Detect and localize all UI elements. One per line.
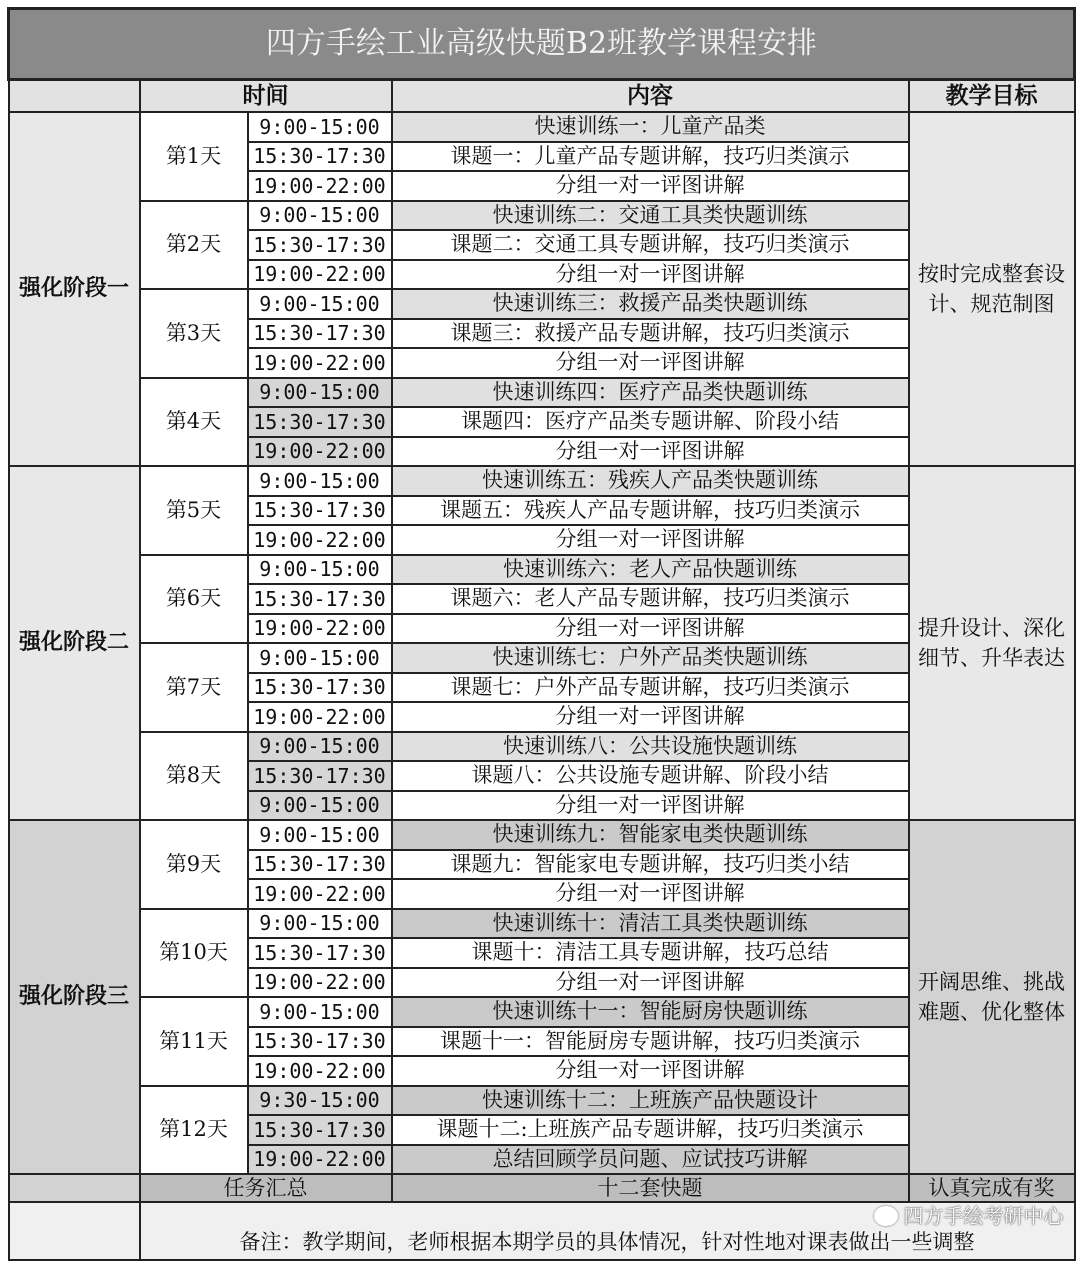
header-goal: 教学目标 [909,80,1075,113]
time-slot: 9:00-15:00 [248,909,392,939]
time-slot: 9:00-15:00 [248,732,392,762]
content-cell: 总结回顾学员问题、应试技巧讲解 [392,1145,909,1175]
header-stage [9,80,140,113]
content-cell: 分组一对一评图讲解 [392,968,909,998]
content-cell: 课题三：救援产品专题讲解，技巧归类演示 [392,319,909,349]
time-slot: 9:00-15:00 [248,289,392,319]
summary-goal: 认真完成有奖 [909,1174,1075,1202]
time-slot: 15:30-17:30 [248,1115,392,1145]
time-slot: 15:30-17:30 [248,496,392,526]
time-slot: 9:00-15:00 [248,643,392,673]
time-slot: 19:00-22:00 [248,348,392,378]
content-cell: 快速训练十一：智能厨房快题训练 [392,997,909,1027]
content-cell: 快速训练三：救援产品类快题训练 [392,289,909,319]
stage-label: 强化阶段三 [9,820,140,1174]
day-label: 第10天 [140,909,248,998]
content-cell: 分组一对一评图讲解 [392,702,909,732]
time-slot: 19:00-22:00 [248,260,392,290]
time-slot: 9:00-15:00 [248,201,392,231]
content-cell: 分组一对一评图讲解 [392,879,909,909]
time-slot: 9:00-15:00 [248,791,392,821]
table-row [9,112,1075,142]
time-slot: 9:00-15:00 [248,112,392,142]
time-slot: 15:30-17:30 [248,407,392,437]
content-cell: 快速训练七：户外产品类快题训练 [392,643,909,673]
time-slot: 19:00-22:00 [248,968,392,998]
course-schedule-table [7,7,1076,1261]
stage-label: 强化阶段二 [9,466,140,820]
content-cell: 快速训练二：交通工具类快题训练 [392,201,909,231]
summary-content: 十二套快题 [392,1174,909,1202]
time-slot: 15:30-17:30 [248,938,392,968]
content-cell: 分组一对一评图讲解 [392,1056,909,1086]
content-cell: 课题二：交通工具专题讲解，技巧归类演示 [392,230,909,260]
summary-label: 任务汇总 [140,1174,392,1202]
time-slot: 15:30-17:30 [248,673,392,703]
content-cell: 课题十一：智能厨房专题讲解，技巧归类演示 [392,1027,909,1057]
content-cell: 分组一对一评图讲解 [392,437,909,467]
teaching-goal: 开阔思维、挑战难题、优化整体 [909,820,1075,1174]
header-time: 时间 [140,80,392,113]
content-cell: 快速训练九：智能家电类快题训练 [392,820,909,850]
wechat-icon [874,1206,898,1226]
content-cell: 分组一对一评图讲解 [392,260,909,290]
content-cell: 课题六：老人产品专题讲解，技巧归类演示 [392,584,909,614]
time-slot: 15:30-17:30 [248,761,392,791]
content-cell: 课题九：智能家电专题讲解，技巧归类小结 [392,850,909,880]
time-slot: 19:00-22:00 [248,437,392,467]
day-label: 第11天 [140,997,248,1086]
note-cell [140,1202,1075,1260]
watermark-logo [874,1205,1064,1227]
time-slot: 15:30-17:30 [248,584,392,614]
day-label: 第2天 [140,201,248,290]
teaching-goal: 提升设计、深化细节、升华表达 [909,466,1075,820]
time-slot: 9:30-15:00 [248,1086,392,1116]
content-cell: 课题十二:上班族产品专题讲解，技巧归类演示 [392,1115,909,1145]
note-text: 备注：教学期间，老师根据本期学员的具体情况，针对性地对课表做出一些调整 [239,1230,975,1254]
content-cell: 分组一对一评图讲解 [392,348,909,378]
time-slot: 15:30-17:30 [248,850,392,880]
stage-label: 强化阶段一 [9,112,140,466]
document-title: 四方手绘工业高级快题B2班教学课程安排 [9,9,1075,80]
day-label: 第9天 [140,820,248,909]
time-slot: 19:00-22:00 [248,702,392,732]
time-slot: 9:00-15:00 [248,378,392,408]
time-slot: 19:00-22:00 [248,1056,392,1086]
content-cell: 课题四：医疗产品类专题讲解、阶段小结 [392,407,909,437]
content-cell: 快速训练四：医疗产品类快题训练 [392,378,909,408]
watermark-text: 四方手绘考研中心 [903,1204,1064,1228]
content-cell: 快速训练八：公共设施快题训练 [392,732,909,762]
content-cell: 分组一对一评图讲解 [392,614,909,644]
content-cell: 快速训练十二：上班族产品快题设计 [392,1086,909,1116]
content-cell: 课题一：儿童产品专题讲解，技巧归类演示 [392,142,909,172]
header-row [9,80,1075,113]
content-cell: 课题五：残疾人产品专题讲解，技巧归类演示 [392,496,909,526]
time-slot: 15:30-17:30 [248,142,392,172]
time-slot: 19:00-22:00 [248,879,392,909]
time-slot: 19:00-22:00 [248,525,392,555]
content-cell: 快速训练十：清洁工具类快题训练 [392,909,909,939]
time-slot: 19:00-22:00 [248,1145,392,1175]
summary-row [9,1174,1075,1202]
time-slot: 9:00-15:00 [248,555,392,585]
day-label: 第12天 [140,1086,248,1175]
time-slot: 9:00-15:00 [248,820,392,850]
note-row [9,1202,1075,1260]
schedule-document [7,7,1073,1261]
time-slot: 15:30-17:30 [248,319,392,349]
time-slot: 19:00-22:00 [248,614,392,644]
content-cell: 课题七：户外产品专题讲解，技巧归类演示 [392,673,909,703]
table-row [9,820,1075,850]
time-slot: 9:00-15:00 [248,997,392,1027]
content-cell: 快速训练一：儿童产品类 [392,112,909,142]
time-slot: 15:30-17:30 [248,230,392,260]
header-content: 内容 [392,80,909,113]
time-slot: 9:00-15:00 [248,466,392,496]
day-label: 第6天 [140,555,248,644]
time-slot: 19:00-22:00 [248,171,392,201]
day-label: 第7天 [140,643,248,732]
note-blank [9,1202,140,1260]
day-label: 第4天 [140,378,248,467]
content-cell: 分组一对一评图讲解 [392,525,909,555]
content-cell: 快速训练五：残疾人产品类快题训练 [392,466,909,496]
content-cell: 分组一对一评图讲解 [392,171,909,201]
content-cell: 课题八：公共设施专题讲解、阶段小结 [392,761,909,791]
day-label: 第8天 [140,732,248,821]
day-label: 第5天 [140,466,248,555]
summary-blank [9,1174,140,1202]
content-cell: 课题十：清洁工具专题讲解，技巧总结 [392,938,909,968]
time-slot: 15:30-17:30 [248,1027,392,1057]
day-label: 第1天 [140,112,248,201]
teaching-goal: 按时完成整套设计、规范制图 [909,112,1075,466]
content-cell: 分组一对一评图讲解 [392,791,909,821]
content-cell: 快速训练六：老人产品快题训练 [392,555,909,585]
title-row [9,9,1075,80]
table-row [9,466,1075,496]
day-label: 第3天 [140,289,248,378]
